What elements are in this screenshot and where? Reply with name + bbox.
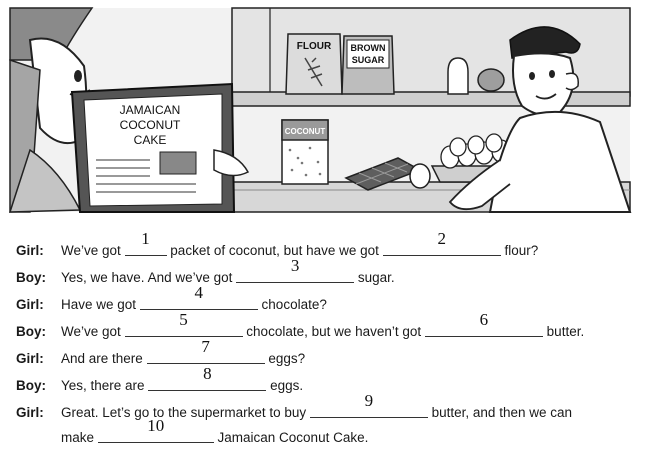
blank-number: 8 [203, 364, 212, 383]
tablet-title-1: JAMAICAN [119, 103, 181, 117]
dialog-line-8 [61, 416, 369, 445]
answer-blank-5[interactable] [125, 310, 243, 337]
answer-blank-10[interactable] [98, 416, 214, 443]
brown-sugar-bag [342, 36, 394, 94]
dialog-text: butter, and then we can [427, 405, 572, 420]
blank-number: 7 [201, 337, 210, 356]
dialog-text: flour? [500, 243, 539, 258]
dialog-line-6 [16, 364, 304, 393]
dialog-line-4 [16, 310, 585, 339]
dialog-text: Yes, there are [61, 378, 149, 393]
dialog-text: chocolate, but we haven’t got [242, 324, 425, 339]
answer-blank-1[interactable] [125, 229, 167, 256]
dialog-text: And are there [61, 351, 147, 366]
answer-blank-7[interactable] [147, 337, 265, 364]
blank-number: 1 [141, 229, 150, 248]
speaker-label: Girl: [16, 243, 44, 258]
kitchen-illustration [0, 0, 647, 222]
answer-blank-3[interactable] [236, 256, 354, 283]
speaker-label: Boy: [16, 270, 46, 285]
answer-blank-4[interactable] [140, 283, 258, 310]
egg-icon [410, 164, 430, 188]
answer-blank-2[interactable] [383, 229, 501, 256]
speaker-label: Girl: [16, 351, 44, 366]
dialog-text: eggs? [264, 351, 306, 366]
blank-number: 6 [479, 310, 489, 329]
lemon-icon [478, 69, 504, 91]
dialog-text: chocolate? [257, 297, 327, 312]
dialog-text: Have we got [61, 297, 140, 312]
answer-blank-8[interactable] [148, 364, 266, 391]
answer-blank-9[interactable] [310, 391, 428, 418]
dialog-text: We’ve got [61, 324, 125, 339]
blank-number: 5 [179, 310, 188, 329]
dialog-text: Yes, we have. And we’ve got [61, 270, 237, 285]
tablet-title-2: COCONUT [119, 118, 181, 132]
flour-label: FLOUR [296, 41, 332, 52]
tablet-title-3: CAKE [133, 133, 167, 147]
coconut-jar [282, 120, 328, 184]
blank-number: 9 [364, 391, 374, 410]
coconut-label: COCONUT [284, 127, 326, 136]
dialog-text: We’ve got [61, 243, 125, 258]
salt-shaker-icon [448, 58, 468, 94]
dialog-text: Great. Let’s go to the supermarket to buy [61, 405, 310, 420]
tablet [72, 84, 248, 212]
dialog-text: make [61, 430, 98, 445]
blank-number: 3 [290, 256, 300, 275]
blank-number: 4 [194, 283, 204, 302]
dialog-text: sugar. [354, 270, 395, 285]
dialog-text: packet of coconut, but have we got [166, 243, 383, 258]
dialog-text: eggs. [266, 378, 304, 393]
dialog-text: butter. [542, 324, 585, 339]
dialog-text: Jamaican Coconut Cake. [213, 430, 369, 445]
blank-number: 2 [437, 229, 446, 248]
speaker-label: Boy: [16, 378, 46, 393]
answer-blank-6[interactable] [425, 310, 543, 337]
blank-number: 10 [147, 416, 165, 435]
flour-bag [286, 34, 342, 94]
speaker-label: Girl: [16, 297, 44, 312]
speaker-label: Boy: [16, 324, 46, 339]
brown-sugar-label-2: SUGAR [351, 55, 385, 65]
brown-sugar-label-1: BROWN [350, 43, 386, 53]
speaker-label: Girl: [16, 405, 44, 420]
